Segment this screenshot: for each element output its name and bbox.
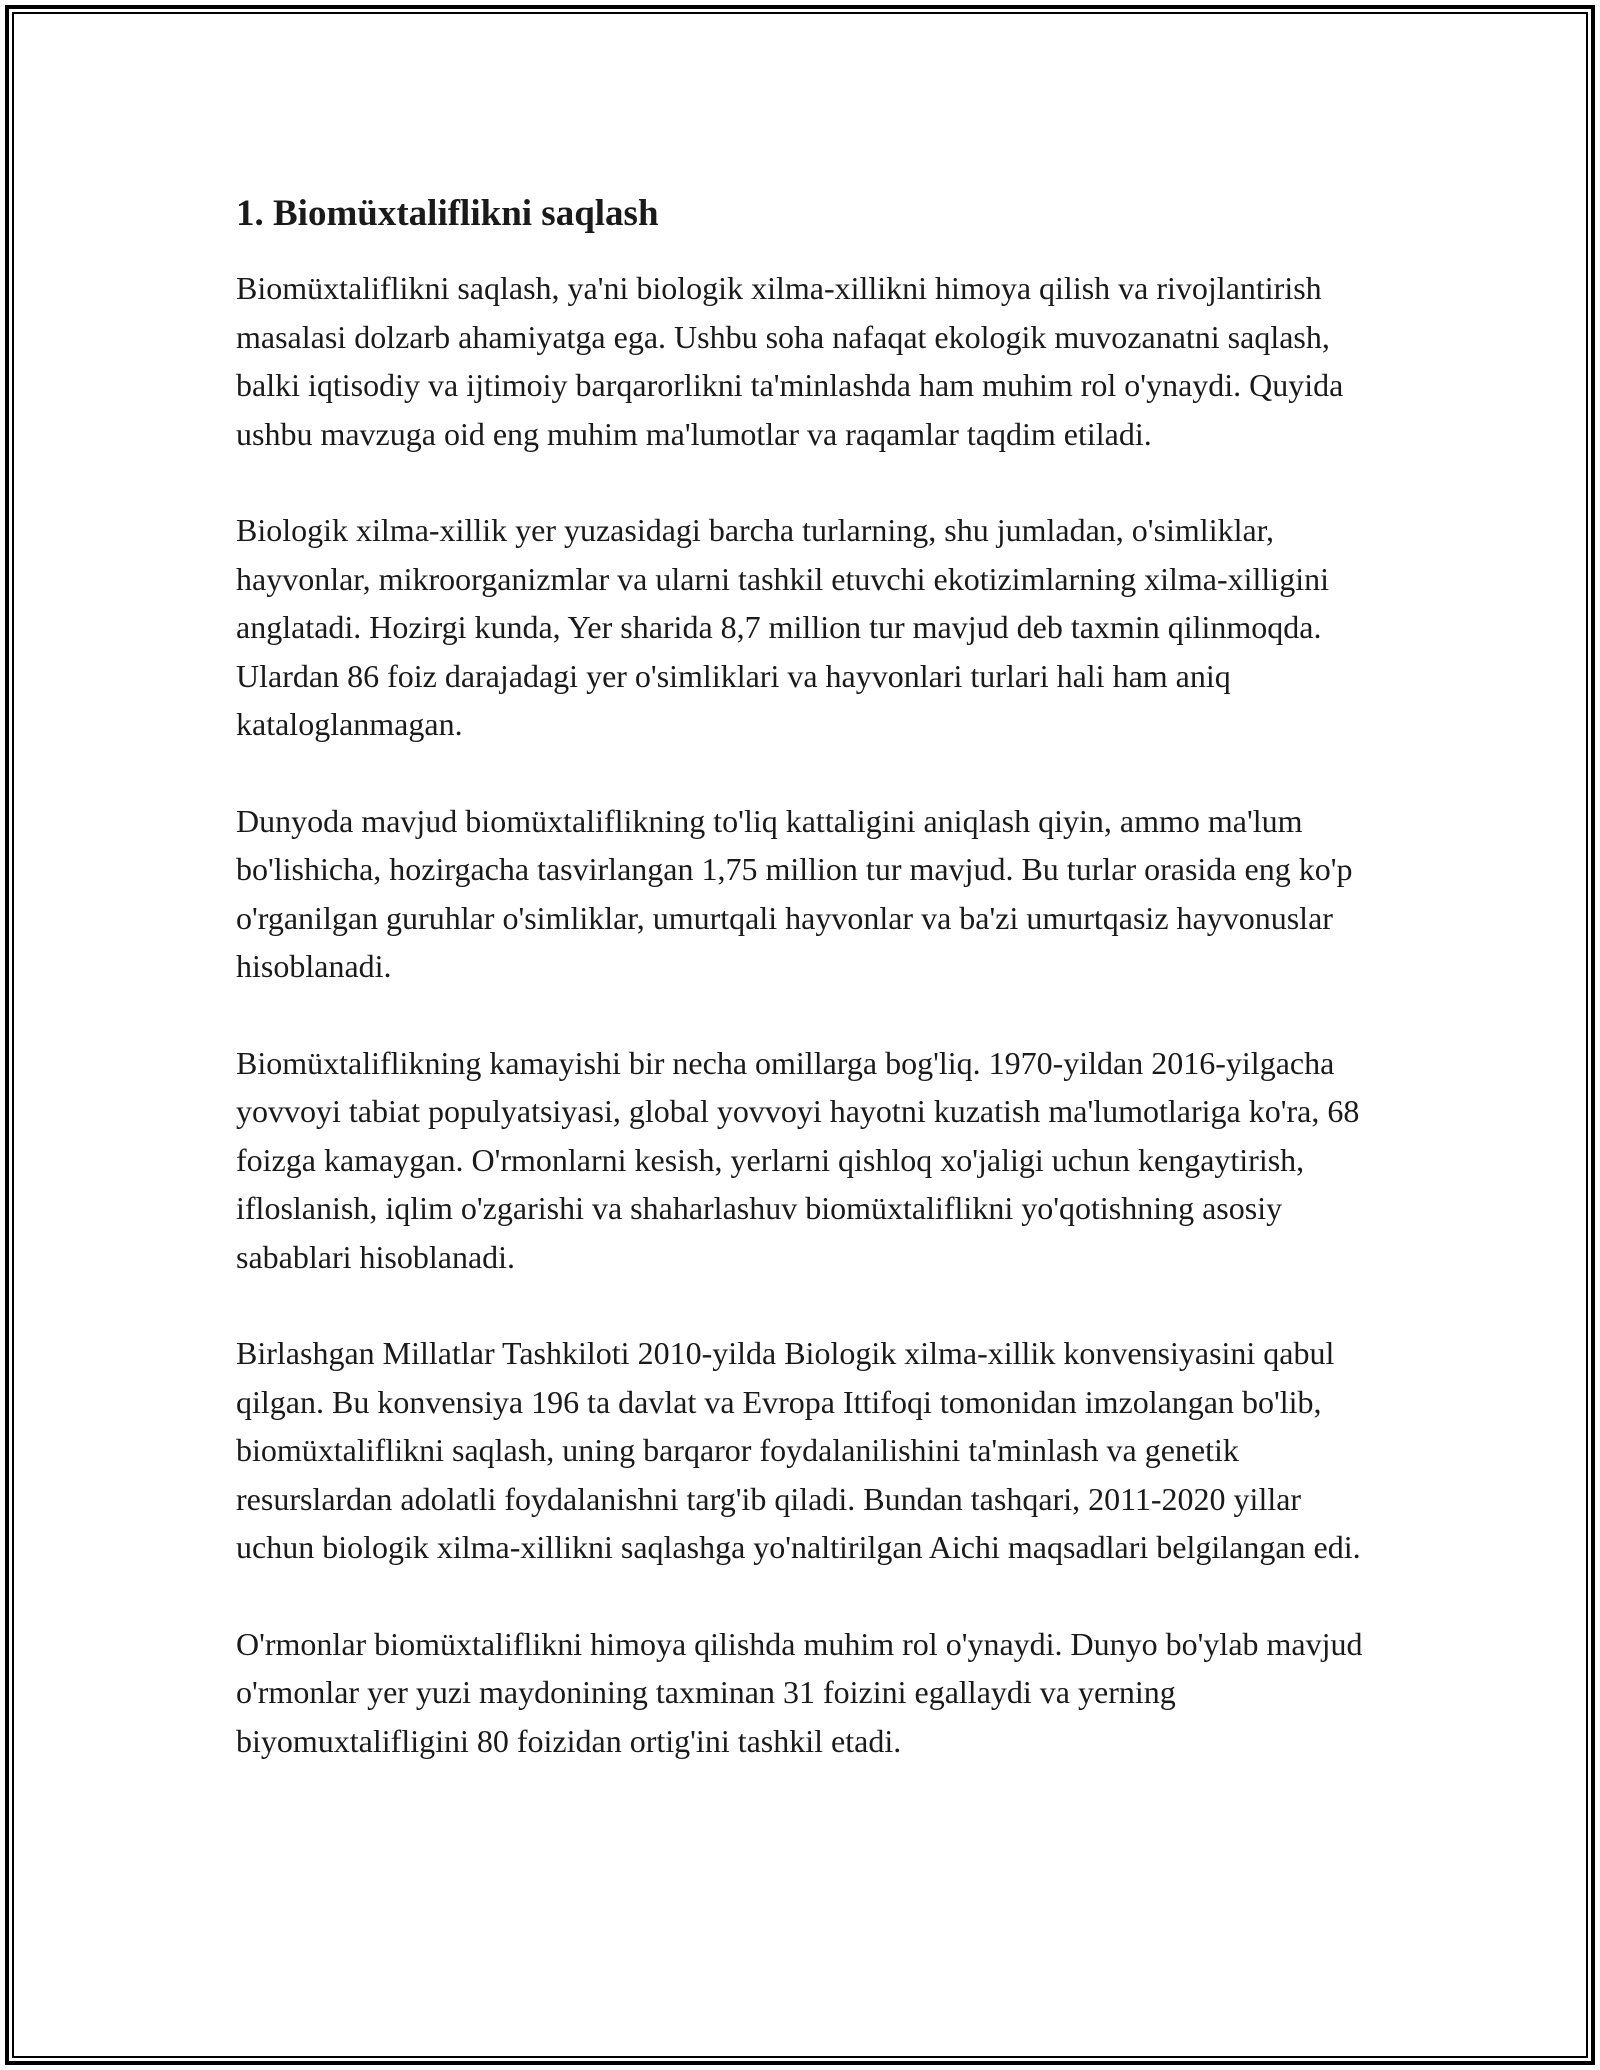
paragraph-intro: Biomüxtaliflikni saqlash, ya'ni biologik xilma-xillikni himoya qilish va rivojlantirish masalasi dolzarb ahamiyatga ega. Ushbu soha nafaqat ekologik muvozanatni saqlash, balki iqtisodiy va ijtimoiy barqarorlikni ta'minlashda ham muhim rol o'ynaydi. Quyida ushbu mavzuga oid eng muhim ma'lumotlar va raqamlar taqdim etiladi. — [236, 270, 1344, 452]
paragraph-forests: O'rmonlar biomüxtaliflikni himoya qilishda muhim rol o'ynaydi. Dunyo bo'ylab mavjud o'rmonlar yer yuzi maydonining taxminan 31 foizini egallaydi va yerning biyomuxtalifligini 80 foizidan ortig'ini tashkil etadi. — [236, 1625, 1363, 1759]
paragraph-described-species: Dunyoda mavjud biomüxtaliflikning to'liq kattaligini aniqlash qiyin, ammo ma'lum bo'lishicha, hozirgacha tasvirlangan 1,75 million tur mavjud. Bu turlar orasida eng ko'p o'rganilgan guruhlar o'simliklar, umurtqali hayvonlar va ba'zi umurtqasiz hayvonuslar hisoblanadi. — [236, 802, 1353, 984]
paragraph-decline-causes: Biomüxtaliflikning kamayishi bir necha omillarga bog'liq. 1970-yildan 2016-yilgacha yovvoyi tabiat populyatsiyasi, global yovvoyi hayotni kuzatish ma'lumotlariga ko'ra, 68 foizga kamaygan. O'rmonlarni kesish, yerlarni qishloq xo'jaligi uchun kengaytirish, ifloslanish, iqlim o'zgarishi va shaharlashuv biomüxtaliflikni yo'qotishning asosiy sabablari hisoblanadi. — [236, 1044, 1360, 1275]
paragraph-definition: Biologik xilma-xillik yer yuzasidagi barcha turlarning, shu jumladan, o'simliklar, hayvonlar, mikroorganizmlar va ularni tashkil etuvchi ekotizimlarning xilma-xilligini anglatadi. Hozirgi kunda, Yer sharida 8,7 million tur mavjud deb taxmin qilinmoqda. Ulardan 86 foiz darajadagi yer o'simliklari va hayvonlari turlari hali ham aniq kataloglanmagan. — [236, 512, 1329, 742]
section-title: 1. Biomüxtaliflikni saqlash — [236, 193, 659, 234]
paragraph-convention: Birlashgan Millatlar Tashkiloti 2010-yilda Biologik xilma-xillik konvensiyasini qabul qilgan. Bu konvensiya 196 ta davlat va Evropa Ittifoqi tomonidan imzolangan bo'lib, biomüxtaliflikni saqlash, uning barqaror foydalanilishini ta'minlash va genetik resurslardan adolatli foydalanishni targ'ib qiladi. Bundan tashqari, 2011-2020 yillar uchun biologik xilma-xillikni saqlashga yo'naltirilgan Aichi maqsadlari belgilangan edi. — [236, 1335, 1361, 1565]
document-body — [236, 186, 1386, 1813]
